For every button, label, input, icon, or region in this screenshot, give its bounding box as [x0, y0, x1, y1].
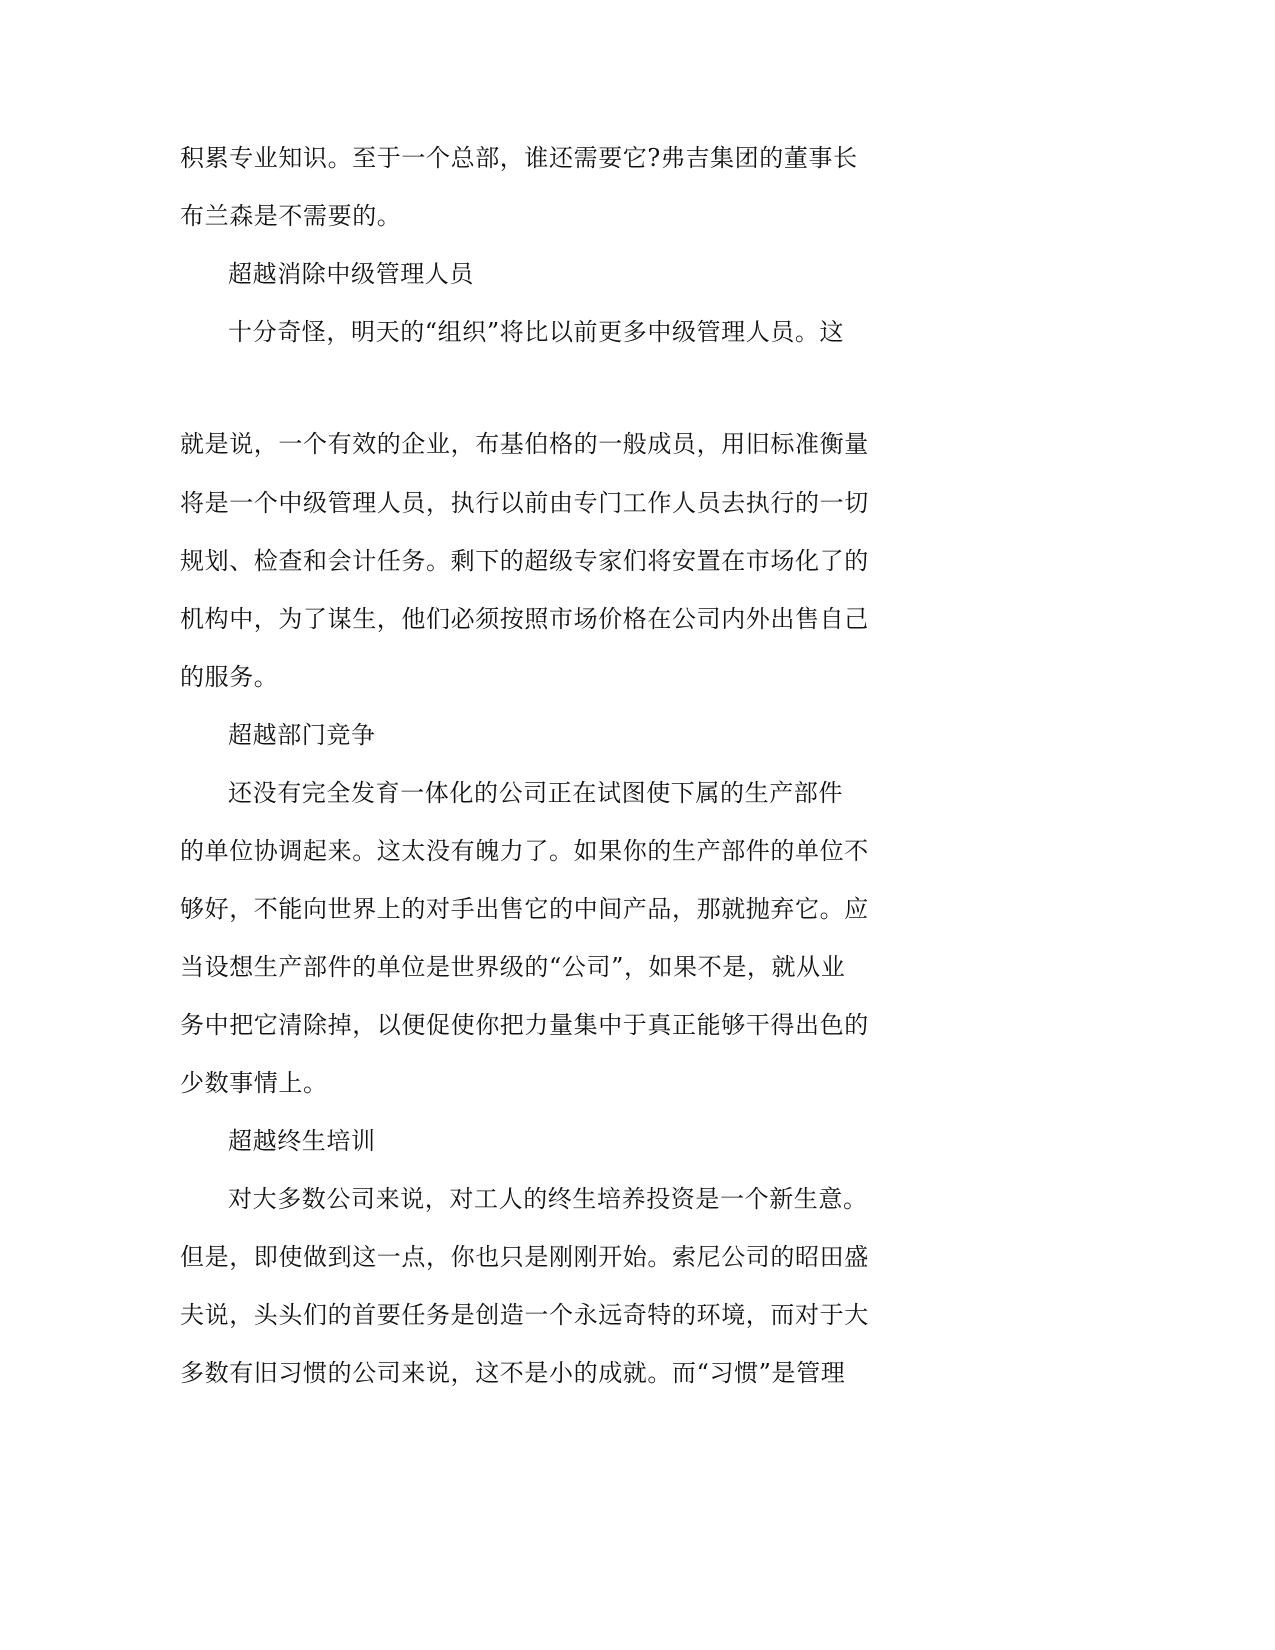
paragraph-line: 机构中，为了谋生，他们必须按照市场价格在公司内外出售自己 — [180, 605, 869, 633]
paragraph-line: 还没有完全发育一体化的公司正在试图使下属的生产部件 — [228, 779, 843, 807]
paragraph-line: 夫说，头头们的首要任务是创造一个永远奇特的环境，而对于大 — [180, 1301, 869, 1329]
paragraph-line: 够好，不能向世界上的对手出售它的中间产品，那就抛弃它。应 — [180, 895, 869, 923]
paragraph-line: 十分奇怪，明天的“组织”将比以前更多中级管理人员。这 — [228, 318, 845, 346]
paragraph-line: 规划、检查和会计任务。剩下的超级专家们将安置在市场化了的 — [180, 547, 869, 575]
paragraph-line: 但是，即使做到这一点，你也只是刚刚开始。索尼公司的昭田盛 — [180, 1243, 869, 1271]
paragraph-line: 的服务。 — [180, 663, 279, 691]
paragraph-line: 务中把它清除掉，以便促使你把力量集中于真正能够干得出色的 — [180, 1011, 869, 1039]
paragraph-line: 积累专业知识。至于一个总部，谁还需要它?弗吉集团的董事长 — [180, 144, 858, 172]
section-heading: 超越部门竞争 — [228, 721, 376, 749]
section-heading: 超越消除中级管理人员 — [228, 260, 474, 288]
paragraph-line: 当设想生产部件的单位是世界级的“公司”，如果不是，就从业 — [180, 953, 846, 981]
paragraph-line: 少数事情上。 — [180, 1069, 328, 1097]
paragraph-line: 多数有旧习惯的公司来说，这不是小的成就。而“习惯”是管理 — [180, 1359, 846, 1387]
paragraph-line: 就是说，一个有效的企业，布基伯格的一般成员，用旧标准衡量 — [180, 430, 869, 458]
section-heading: 超越终生培训 — [228, 1127, 376, 1155]
paragraph-line: 的单位协调起来。这太没有魄力了。如果你的生产部件的单位不 — [180, 837, 869, 865]
paragraph-line: 布兰森是不需要的。 — [180, 202, 402, 230]
paragraph-line: 对大多数公司来说，对工人的终生培养投资是一个新生意。 — [228, 1185, 868, 1213]
paragraph-line: 将是一个中级管理人员，执行以前由专门工作人员去执行的一切 — [180, 489, 869, 517]
